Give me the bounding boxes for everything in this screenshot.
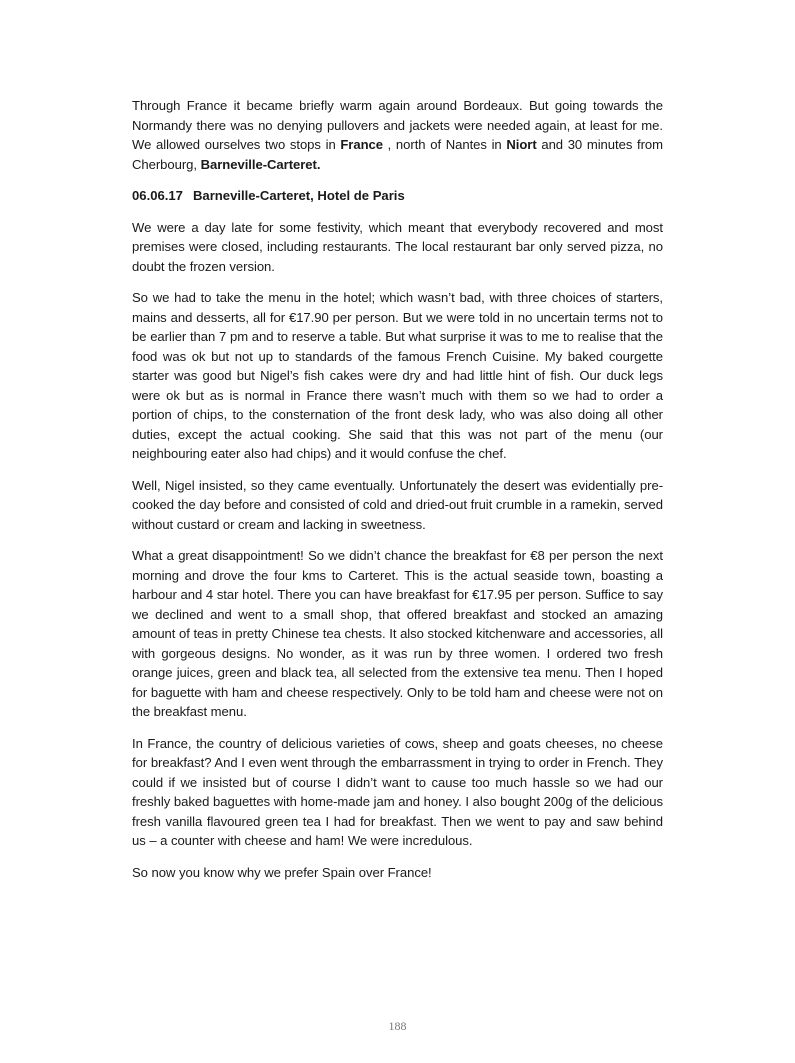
- page-body: [132, 96, 663, 894]
- intro-bold-barneville: Barneville-Carteret.: [200, 156, 321, 172]
- intro-text-1: Through France it became briefly warm again around Bordeaux. But going towards the Normandy there was no denying pullovers and jackets were needed again, at least for me. We allowed ourselves two stops in: [132, 98, 663, 152]
- page-number: 188: [388, 1019, 407, 1033]
- paragraph: What a great disappointment! So we didn’t chance the breakfast for €8 per person the next morning and drove the four kms to Carteret. This is the actual seaside town, boasting a harbour and 4 star hotel. There you can have breakfast for €17.95 per person. Suffice to say we declined and went to a small shop, that offered breakfast and stocked an amazing amount of teas in pretty Chinese tea chests. It also stocked kitchenware and accessories, all with gorgeous designs. No wonder, as it was run by three women. I ordered two fresh orange juices, green and black tea, all selected from the extensive tea menu. Then I hoped for baguette with ham and cheese respectively. Only to be told ham and cheese were not on the breakfast menu.: [132, 548, 663, 719]
- heading-place: Barneville-Carteret, Hotel de Paris: [192, 188, 405, 203]
- paragraph: Well, Nigel insisted, so they came eventually. Unfortunately the desert was evidentially pre-cooked the day before and consisted of cold and dried-out fruit crumble in a ramekin, served without custard or cream and lacking in sweetness.: [132, 477, 663, 532]
- paragraph: In France, the country of delicious varieties of cows, sheep and goats cheeses, no cheese for breakfast? And I even went through the embarrassment in trying to order in French. They could if we insisted but of course I didn’t want to cause too much hassle so we had our freshly baked baguettes with home-made jam and honey. I also bought 200g of the delicious fresh vanilla flavoured green tea I had for breakfast. Then we went to pay and saw behind us – a counter with cheese and ham! We were incredulous.: [132, 735, 663, 848]
- closing-paragraph: So now you know why we prefer Spain over France!: [132, 864, 432, 880]
- intro-paragraph: [132, 96, 663, 174]
- heading-date: 06.06.17: [132, 188, 183, 203]
- intro-text-2: , north of Nantes in: [383, 137, 507, 152]
- paragraph: We were a day late for some festivity, which meant that everybody recovered and most premises were closed, including restaurants. The local restaurant bar only served pizza, no doubt the frozen version.: [132, 219, 663, 274]
- section-heading: [132, 186, 663, 206]
- intro-text-3: and 30 minutes from Cherbourg,: [132, 137, 664, 172]
- intro-bold-france: France: [340, 137, 383, 152]
- paragraph: So we had to take the menu in the hotel; which wasn’t bad, with three choices of starters, mains and desserts, all for €17.90 per person. But we were told in no uncertain terms not to be earlier than 7 pm and to reserve a table. But what surprise it was to me to realise that the food was ok but not up to standards of the famous French Cuisine. My baked courgette starter was good but Nigel’s fish cakes were dry and had little hint of fish. Our duck legs were ok but as is normal in France there wasn’t much with them so we had to order a portion of chips, to the consternation of the front desk lady, who was also doing all other duties, except the actual cooking. She said that this was not part of the menu (our neighbouring eater also had chips) and it would confuse the chef.: [132, 290, 663, 461]
- intro-bold-niort: Niort: [506, 137, 537, 152]
